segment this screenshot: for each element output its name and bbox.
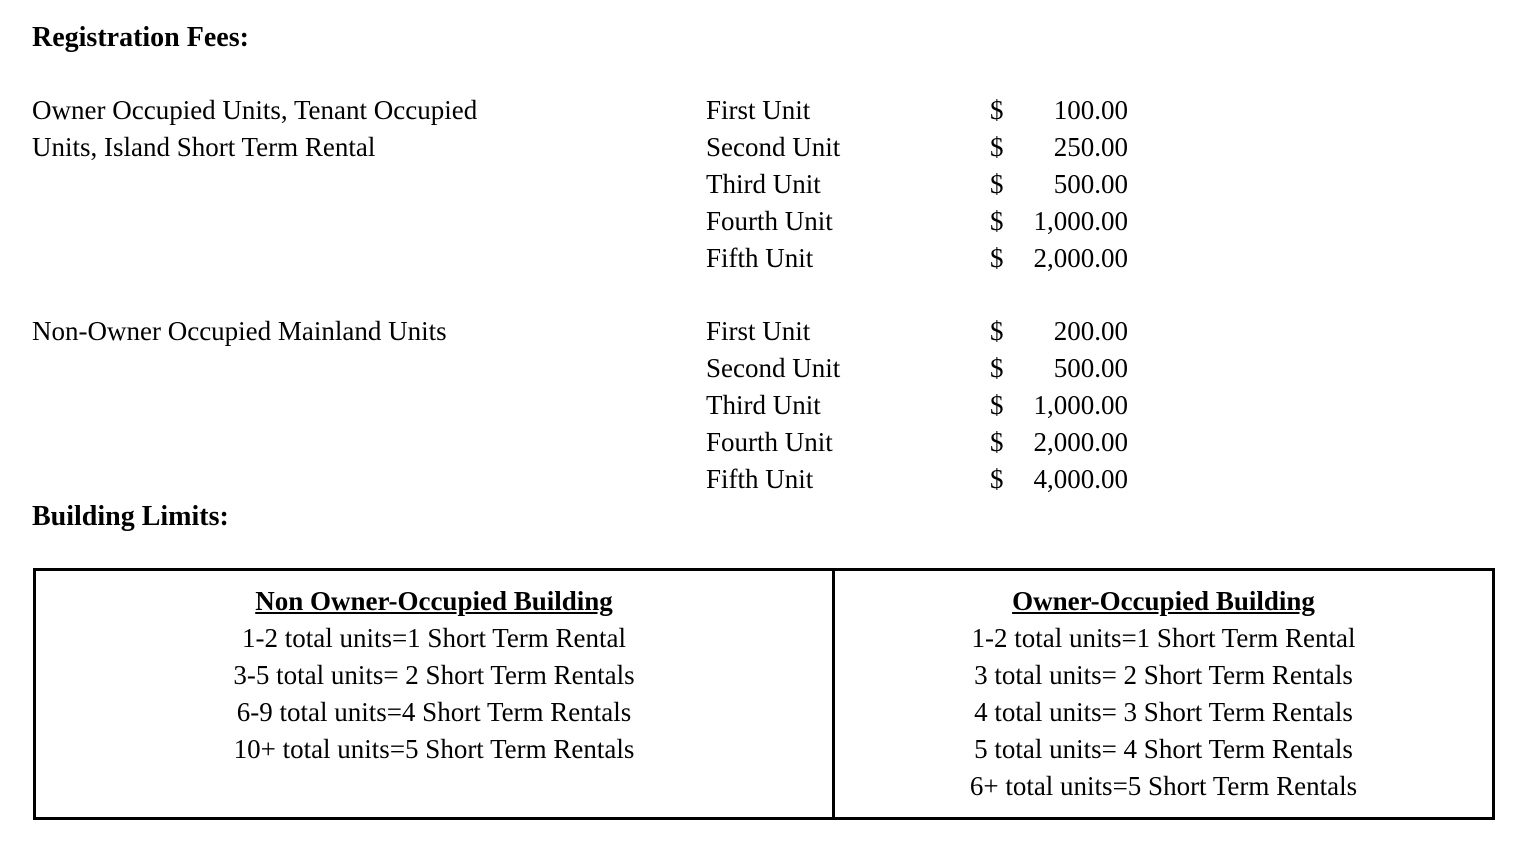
unit-label: Fifth Unit — [706, 243, 814, 273]
fee-amount: 4,000.00 — [1033, 464, 1128, 494]
currency-symbol: $ — [990, 353, 1004, 383]
limits-row: 6-9 total units=4 Short Term Rentals — [236, 697, 632, 727]
fee-amount: 2,000.00 — [1033, 243, 1128, 273]
fee-amount: 500.00 — [1053, 353, 1128, 383]
fee-category-line: Non-Owner Occupied Mainland Units — [32, 316, 447, 346]
fee-category-label — [32, 313, 682, 350]
unit-label: Fourth Unit — [706, 427, 833, 457]
fee-row — [706, 424, 1136, 461]
unit-label: Second Unit — [706, 132, 841, 162]
building-limits-table — [33, 568, 1495, 820]
currency-symbol: $ — [990, 316, 1004, 346]
fee-row — [706, 240, 1136, 277]
limits-row: 1-2 total units=1 Short Term Rental — [241, 623, 627, 653]
fee-amount: 200.00 — [1053, 316, 1128, 346]
fee-row — [706, 350, 1136, 387]
fee-row — [706, 387, 1136, 424]
unit-label: Third Unit — [706, 390, 821, 420]
currency-symbol: $ — [990, 206, 1004, 236]
fee-rows — [706, 92, 1136, 277]
currency-symbol: $ — [990, 169, 1004, 199]
fee-row — [706, 92, 1136, 129]
currency-symbol: $ — [990, 243, 1004, 273]
unit-label: Fifth Unit — [706, 464, 814, 494]
currency-symbol: $ — [990, 427, 1004, 457]
limits-row: 5 total units= 4 Short Term Rentals — [974, 734, 1353, 764]
fee-amount: 1,000.00 — [1033, 206, 1128, 236]
fee-rows — [706, 313, 1136, 498]
fee-category-line: Owner Occupied Units, Tenant Occupied — [32, 95, 478, 125]
building-limits-heading: Building Limits: — [32, 501, 229, 532]
limits-row: 3-5 total units= 2 Short Term Rentals — [233, 660, 635, 690]
limits-row: 1-2 total units=1 Short Term Rental — [971, 623, 1356, 653]
limits-column-owner-occupied — [835, 571, 1492, 817]
fee-row — [706, 203, 1136, 240]
currency-symbol: $ — [990, 132, 1004, 162]
fee-row — [706, 129, 1136, 166]
currency-symbol: $ — [990, 464, 1004, 494]
fee-row — [706, 166, 1136, 203]
currency-symbol: $ — [990, 390, 1004, 420]
unit-label: Third Unit — [706, 169, 821, 199]
fee-amount: 250.00 — [1053, 132, 1128, 162]
fee-amount: 2,000.00 — [1033, 427, 1128, 457]
limits-column-header: Owner-Occupied Building — [1012, 586, 1315, 616]
fee-row — [706, 461, 1136, 498]
fee-row — [706, 313, 1136, 350]
unit-label: First Unit — [706, 316, 811, 346]
unit-label: Second Unit — [706, 353, 841, 383]
limits-rows — [36, 620, 832, 768]
unit-label: Fourth Unit — [706, 206, 833, 236]
currency-symbol: $ — [990, 95, 1004, 125]
limits-row: 4 total units= 3 Short Term Rentals — [974, 697, 1353, 727]
limits-row: 6+ total units=5 Short Term Rentals — [969, 771, 1358, 801]
limits-row: 10+ total units=5 Short Term Rentals — [233, 734, 635, 764]
fee-amount: 500.00 — [1053, 169, 1128, 199]
limits-column-non-owner-occupied — [36, 571, 835, 817]
limits-column-header: Non Owner-Occupied Building — [255, 586, 613, 616]
registration-fees-heading: Registration Fees: — [32, 22, 249, 53]
fee-amount: 1,000.00 — [1033, 390, 1128, 420]
unit-label: First Unit — [706, 95, 811, 125]
limits-rows — [835, 620, 1492, 805]
limits-row: 3 total units= 2 Short Term Rentals — [974, 660, 1353, 690]
fee-category-label — [32, 92, 682, 166]
fee-category-line: Units, Island Short Term Rental — [32, 132, 376, 162]
fee-amount: 100.00 — [1053, 95, 1128, 125]
